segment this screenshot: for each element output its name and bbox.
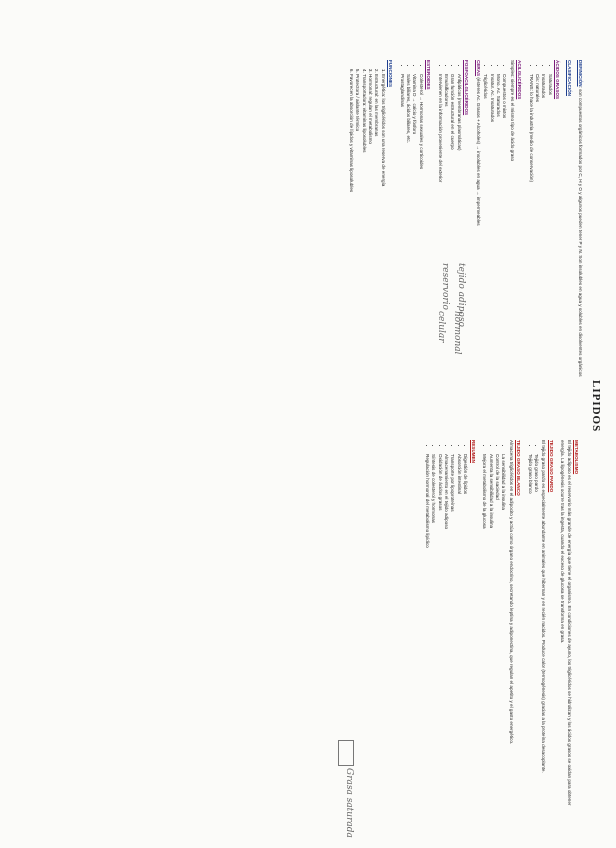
handwritten-note: celular bbox=[436, 311, 446, 343]
phospho-heading: FOSFOACILGLICÉRIDOS bbox=[464, 60, 470, 116]
functions-list bbox=[347, 74, 385, 440]
left-column bbox=[346, 60, 584, 440]
summary-heading: RESUMEN bbox=[470, 440, 476, 463]
handwritten-note: hormonal bbox=[452, 311, 462, 355]
list-item: • Gran función estructural en el cuerpo bbox=[449, 74, 455, 440]
steroids-heading: ESTEROIDES bbox=[426, 60, 432, 90]
list-item: • La sensibilidad a la insulina bbox=[500, 454, 506, 820]
list-item: • Emulsificadores bbox=[443, 74, 449, 440]
fatty-acids-list bbox=[527, 74, 553, 440]
list-item: • TRANS: lo hace la industria (medio de conservación) bbox=[527, 74, 533, 440]
handwritten-box bbox=[338, 740, 354, 766]
list-item: • Prostaglandinas bbox=[398, 74, 404, 440]
list-item: • Compuestos o mixtos bbox=[501, 74, 507, 440]
list-item: • Aumenta la sensibilidad a la insulina bbox=[487, 454, 493, 820]
list-item: • Síntesis de colesterol y hormonas bbox=[430, 454, 436, 820]
functions-heading: FUNCIONES bbox=[388, 60, 394, 88]
definition-heading: DEFINICIÓN bbox=[578, 60, 583, 87]
list-item: • Cis: naturales bbox=[534, 74, 540, 440]
waxes-text: (ésteres Ac. Grasos + Alcoholes) → insolubles en agua → impermeables bbox=[475, 77, 481, 226]
list-item: • Transporte por lipoproteínas bbox=[449, 454, 455, 820]
white-fat-list bbox=[481, 454, 507, 820]
phospho-list bbox=[436, 74, 462, 440]
metabolism-text: El tejido adiposo es el reservorio más grande de energía que tiene el organismo. En condiciones de ayuno, los triglicéridos se hidrolizan y los ácidos grasos se oxidan para obtener energía. La lipogénesis ocurre tras la ingesta, cuando el exceso de glucosa se transforma en grasa. bbox=[560, 440, 572, 806]
fatty-acids-heading: ÁCIDOS GRASOS bbox=[555, 60, 561, 100]
steroids-list bbox=[398, 74, 424, 440]
list-item: • Absorción intestinal bbox=[456, 454, 462, 820]
list-item: • Insatur. Ac. Insaturados bbox=[488, 74, 494, 440]
acylglycerides-heading: ACILGLICÉRIDOS bbox=[517, 60, 523, 100]
list-item: • Tejido graso pardo bbox=[533, 454, 539, 820]
waxes-paragraph bbox=[474, 60, 480, 440]
brown-fat-heading: TEJIDO GRASO PARDO bbox=[548, 440, 554, 493]
list-item: • Anfipáticos (membranas plasmáticas) bbox=[456, 74, 462, 440]
list-item: • Oxidación de ácidos grasos bbox=[436, 454, 442, 820]
definition-text: son compuestos orgánicos formados por C, H y O y algunos pueden tener P y N. Son insolubles en agua y solubles en disolventes orgánicos bbox=[578, 89, 583, 377]
white-fat-text: Almacena triglicéridos en el adipocito y actúa como órgano endocrino, secretando leptina y adiponectina, que regulan el apetito y el gasto energético. bbox=[508, 440, 514, 745]
list-item: • Digestión de lípidos bbox=[462, 454, 468, 820]
list-item: • Regulación hormonal del metabolismo lipídico bbox=[423, 454, 429, 820]
list-item: • Insaturados bbox=[540, 74, 546, 440]
classification-heading: CLASIFICACIÓN bbox=[566, 60, 572, 96]
right-column bbox=[422, 440, 584, 820]
list-item: 4. Transportadora: vitaminas liposolubles bbox=[360, 74, 366, 440]
list-item: 2. Estructural: en las membranas bbox=[373, 74, 379, 440]
list-item: • Sales biliares, ácidos biliares, etc. bbox=[405, 74, 411, 440]
list-item: 3. Hormonal: regulan el metabolismo bbox=[367, 74, 373, 440]
brown-fat-text: El tejido graso pardo es especialmente abundante en animales que hibernan y en recién nacidos. Produce calor (termogénesis) gracias a la proteína desacoplante. bbox=[541, 440, 547, 773]
handwritten-note: Grasa saturada bbox=[344, 768, 354, 838]
handwritten-note: reservorio bbox=[440, 263, 450, 310]
list-item: • Triglicéridos bbox=[482, 74, 488, 440]
handwritten-note: tejido adiposo bbox=[456, 263, 466, 327]
list-item: • Tejido graso blanco bbox=[526, 454, 532, 820]
waxes-heading: CERAS bbox=[475, 60, 481, 77]
list-item: 1. Energética: los triglicéridos son una reserva de energía bbox=[379, 74, 385, 440]
white-fat-heading: TEJIDO GRASO BLANCO bbox=[516, 440, 522, 496]
brown-fat-list bbox=[526, 454, 539, 820]
summary-list bbox=[423, 454, 468, 820]
list-item: • Control de la saciedad bbox=[494, 454, 500, 820]
list-item: • Intervienen en la información proveniente del exterior bbox=[436, 74, 442, 440]
list-item: • Saturados bbox=[546, 74, 552, 440]
page-title: LIPIDOS bbox=[590, 380, 602, 433]
list-item: 6. Favorecen la absorción de lípidos y vitaminas liposolubles bbox=[347, 74, 353, 440]
definition-paragraph: DEFINICIÓN: son compuestos orgánicos formados por C, H y O y algunos pueden tener P y N. Son insolubles en agua y solubles en disolventes orgánicos bbox=[578, 60, 583, 377]
acylglycerides-text: Simples: siempre es el mismo tipo de ácido graso bbox=[509, 60, 515, 162]
list-item: • Vitamina D → calcio y fósforo bbox=[411, 74, 417, 440]
list-item: • Colesterol → Hormonas sexuales y corticoides bbox=[417, 74, 423, 440]
list-item: 5. Protectora / aislante térmico bbox=[354, 74, 360, 440]
metabolism-heading: METABOLISMO bbox=[574, 440, 579, 475]
list-item: • Almacenamiento en el tejido adiposo bbox=[443, 454, 449, 820]
acylglycerides-list bbox=[482, 74, 508, 440]
list-item: • Mono. Ac. Saturados bbox=[495, 74, 501, 440]
handwritten-notes bbox=[376, 263, 466, 355]
list-item: • Mejora el metabolismo de la glucosa bbox=[481, 454, 487, 820]
